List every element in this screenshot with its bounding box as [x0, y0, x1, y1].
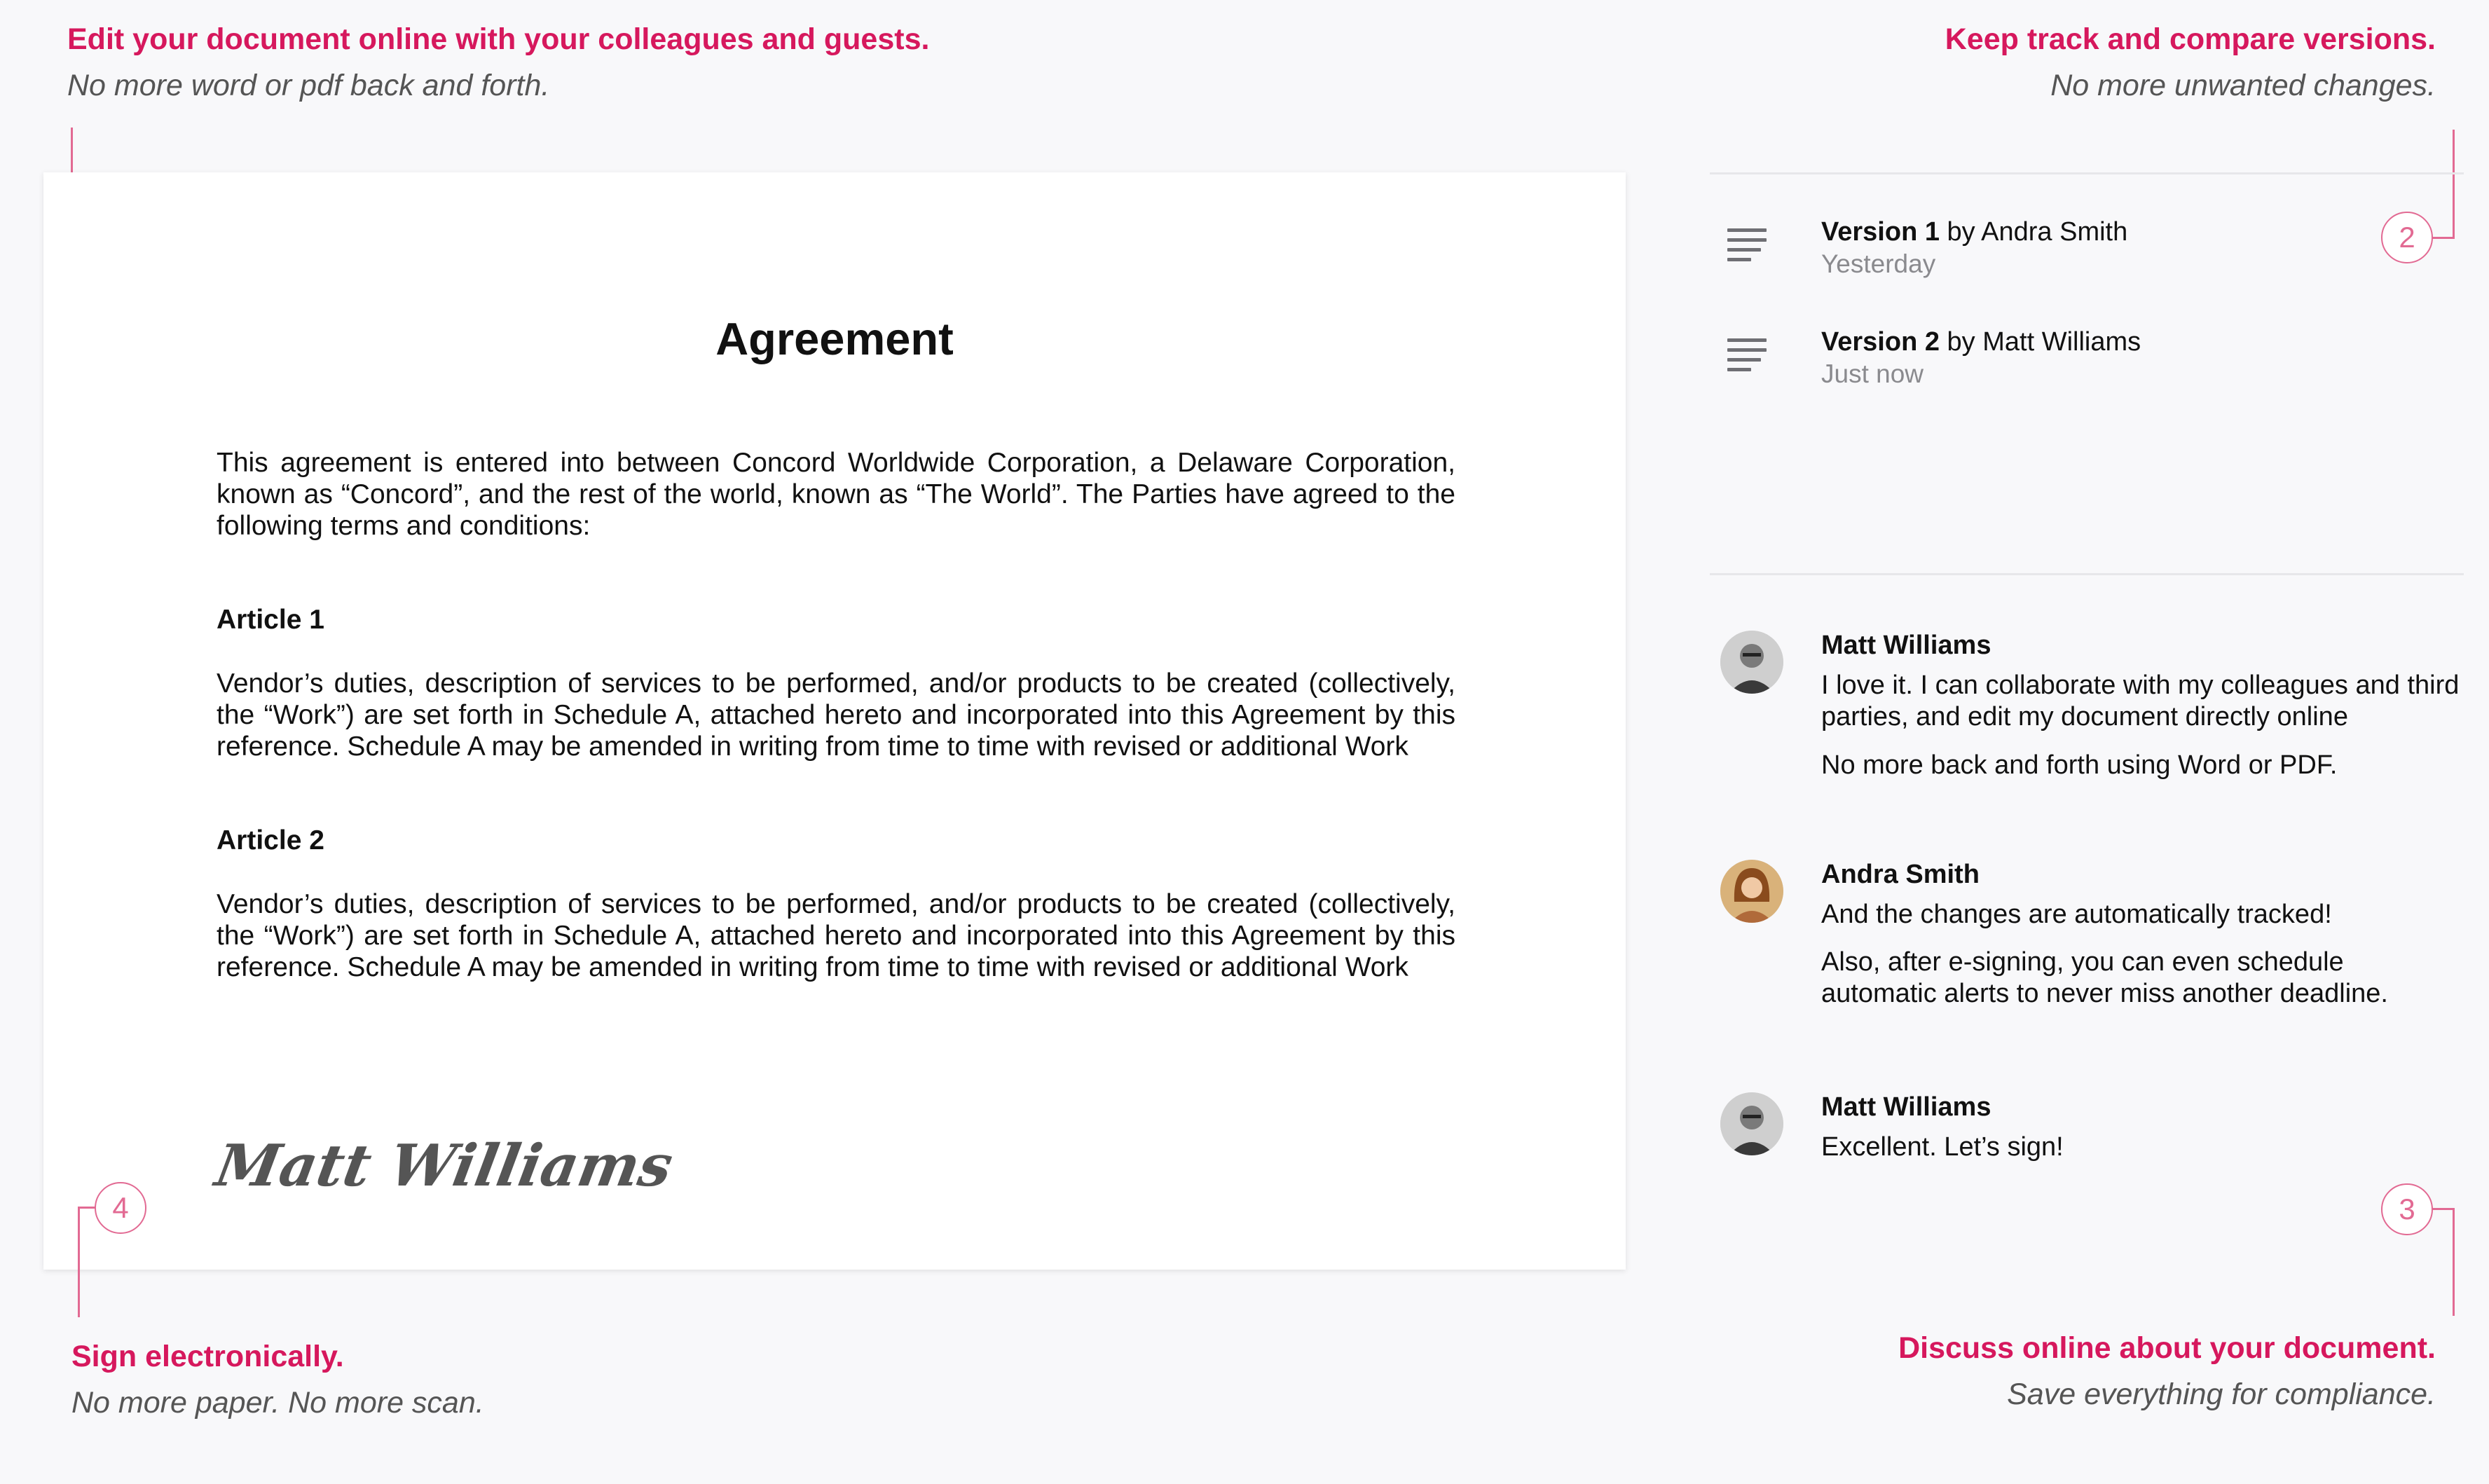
signature: Matt Williams	[210, 1132, 678, 1200]
versions-callout-title: Keep track and compare versions.	[1945, 22, 2436, 56]
document-page[interactable]	[43, 172, 1626, 1270]
version-author: by Matt Williams	[1947, 327, 2141, 357]
document-lines-icon	[1727, 228, 1767, 265]
comment-text: And the changes are automatically tracked!	[1821, 900, 2332, 929]
comment-text: Excellent. Let’s sign!	[1821, 1132, 2064, 1162]
version-item[interactable]	[1720, 327, 2456, 404]
comment-text: Also, after e-signing, you can even schedule automatic alerts to never miss another deadline.	[1821, 947, 2388, 1008]
comment-item	[1720, 631, 2470, 792]
callout-number-3: 3	[2381, 1183, 2433, 1235]
avatar	[1720, 1092, 1783, 1155]
discuss-callout-title: Discuss online about your document.	[1898, 1331, 2436, 1365]
callout-number-4: 4	[95, 1182, 146, 1234]
document-title: Agreement	[715, 313, 954, 364]
version-label: Version 1	[1821, 217, 1940, 247]
comment-author: Matt Williams	[1821, 1092, 1991, 1122]
callout-connector	[78, 1207, 80, 1317]
panel-divider	[1710, 573, 2464, 575]
callout-connector	[78, 1207, 96, 1209]
comment-text: No more back and forth using Word or PDF.	[1821, 750, 2338, 780]
version-time: Just now	[1821, 359, 1924, 388]
sign-callout-subtitle: No more paper. No more scan.	[71, 1386, 484, 1420]
comment-item	[1720, 1092, 2470, 1169]
avatar	[1720, 860, 1783, 923]
callout-connector	[2453, 1208, 2455, 1316]
article-heading: Article 2	[217, 825, 324, 856]
document-lines-icon	[1727, 338, 1767, 375]
article-heading: Article 1	[217, 605, 324, 635]
edit-callout-subtitle: No more word or pdf back and forth.	[67, 69, 550, 102]
callout-connector	[2432, 1208, 2455, 1210]
version-item[interactable]	[1720, 217, 2456, 294]
edit-callout-title: Edit your document online with your colleagues and guests.	[67, 22, 930, 56]
discuss-callout-subtitle: Save everything for compliance.	[2007, 1377, 2436, 1411]
callout-number-2: 2	[2381, 212, 2433, 263]
document-intro: This agreement is entered into between Concord Worldwide Corporation, a Delaware Corporation, known as “Concord”, and the rest of the world, known as “The World”. The Parties have agreed to the following terms and conditions:	[217, 448, 1455, 541]
comment-item	[1720, 860, 2470, 1021]
versions-callout-subtitle: No more unwanted changes.	[2050, 69, 2436, 102]
article-body: Vendor’s duties, description of services to be performed, and/or products to be created (collectively, the “Work”) are set forth in Schedule A, attached hereto and incorporated into this Agreement by this reference. Schedule A may be amended in writing from time to time with revised or additional Work	[217, 668, 1455, 762]
comment-text: I love it. I can collaborate with my colleagues and third parties, and edit my document directly online	[1821, 671, 2460, 731]
version-time: Yesterday	[1821, 249, 1936, 278]
version-author: by Andra Smith	[1947, 217, 2128, 247]
avatar	[1720, 631, 1783, 694]
sign-callout-title: Sign electronically.	[71, 1340, 344, 1373]
comment-author: Andra Smith	[1821, 860, 1980, 889]
version-label: Version 2	[1821, 327, 1940, 357]
panel-divider	[1710, 172, 2464, 174]
article-body: Vendor’s duties, description of services to be performed, and/or products to be created (collectively, the “Work”) are set forth in Schedule A, attached hereto and incorporated into this Agreement by this reference. Schedule A may be amended in writing from time to time with revised or additional Work	[217, 889, 1455, 982]
comment-author: Matt Williams	[1821, 631, 1991, 660]
